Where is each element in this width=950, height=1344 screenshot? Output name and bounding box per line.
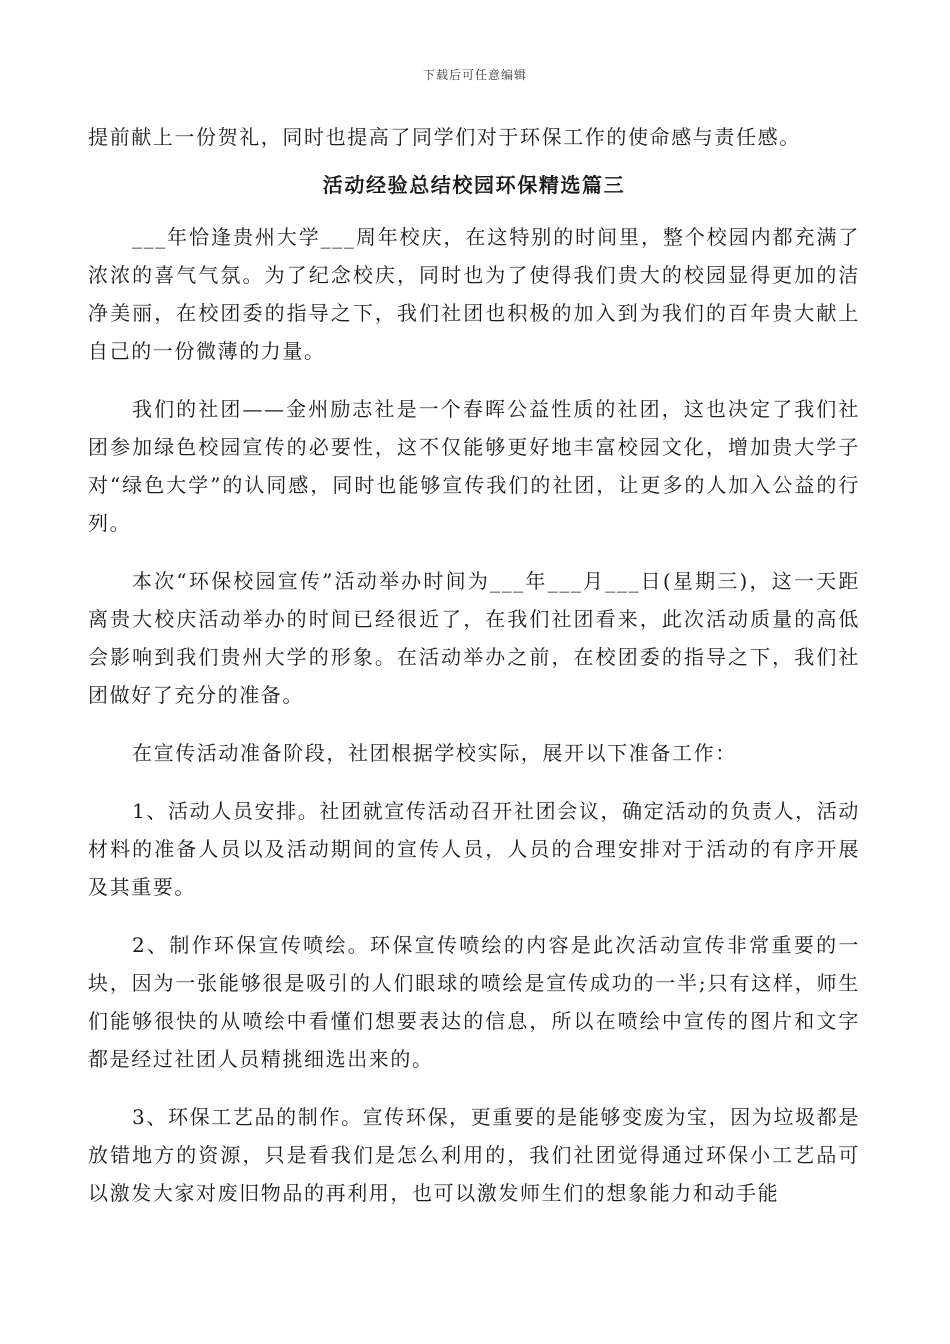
header-note: 下载后可任意编辑 (422, 68, 527, 82)
document-body (88, 118, 860, 1212)
intro-tail-paragraph: 提前献上一份贺礼，同时也提高了同学们对于环保工作的使命感与责任感。 (88, 125, 801, 149)
section-title: 活动经验总结校园环保精选篇三 (322, 173, 626, 197)
paragraph-7: 3、环保工艺品的制作。宣传环保，更重要的是能够变废为宝，因为垃圾都是放错地方的资源，只是看我们是怎么利用的，我们社团觉得通过环保小工艺品可以激发大家对废旧物品的再利用，也可以激发师生们的想象能力和动手能 (88, 1105, 860, 1205)
paragraph-1: ___年恰逢贵州大学___周年校庆，在这特别的时间里，整个校园内都充满了浓浓的喜气气氛。为了纪念校庆，同时也为了使得我们贵大的校园显得更加的洁净美丽，在校团委的指导之下，我们社团也积极的加入到为我们的百年贵大献上自己的一份微薄的力量。 (88, 225, 860, 363)
paragraph-3: 本次“环保校园宣传”活动举办时间为___年___月___日(星期三)，这一天距离贵大校庆活动举办的时间已经很近了，在我们社团看来，此次活动质量的高低会影响到我们贵州大学的形象。在活动举办之前，在校团委的指导之下，我们社团做好了充分的准备。 (88, 569, 860, 707)
paragraph-6: 2、制作环保宣传喷绘。环保宣传喷绘的内容是此次活动宣传非常重要的一块，因为一张能够很是吸引的人们眼球的喷绘是宣传成功的一半;只有这样，师生们能够很快的从喷绘中看懂们想要表达的信息，所以在喷绘中宣传的图片和文字都是经过社团人员精挑细选出来的。 (88, 933, 860, 1071)
paragraph-5: 1、活动人员安排。社团就宣传活动召开社团会议，确定活动的负责人，活动材料的准备人员以及活动期间的宣传人员，人员的合理安排对于活动的有序开展及其重要。 (88, 799, 860, 899)
paragraph-2: 我们的社团——金州励志社是一个春晖公益性质的社团，这也决定了我们社团参加绿色校园宣传的必要性，这不仅能够更好地丰富校园文化，增加贵大学子对“绿色大学”的认同感，同时也能够宣传我们的社团，让更多的人加入公益的行列。 (88, 397, 860, 535)
paragraph-4: 在宣传活动准备阶段，社团根据学校实际，展开以下准备工作： (132, 741, 737, 765)
